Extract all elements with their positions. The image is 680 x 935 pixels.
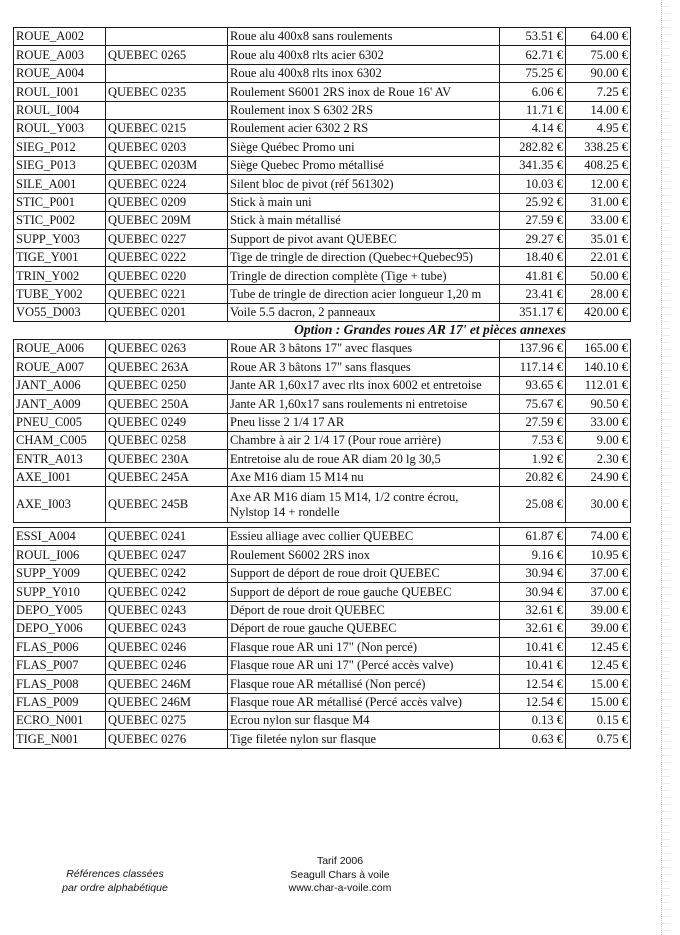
- ref-cell: FLAS_P007: [14, 656, 106, 674]
- price-ttc-cell: 24.90 €: [566, 468, 631, 486]
- quebec-code-cell: QUEBEC 0250: [106, 376, 228, 394]
- price-ht-cell: 41.81 €: [500, 267, 566, 285]
- ref-cell: STIC_P002: [14, 211, 106, 229]
- table-row: [14, 248, 631, 266]
- price-ht-cell: 75.25 €: [500, 64, 566, 82]
- footer-sort-line2: par ordre alphabétique: [62, 881, 168, 894]
- price-ht-cell: 62.71 €: [500, 46, 566, 64]
- table-row: [14, 413, 631, 431]
- quebec-code-cell: QUEBEC 0224: [106, 175, 228, 193]
- price-ht-cell: 11.71 €: [500, 101, 566, 119]
- ref-cell: FLAS_P009: [14, 693, 106, 711]
- table-row: [14, 28, 631, 46]
- price-ttc-cell: 338.25 €: [566, 138, 631, 156]
- table-row: [14, 450, 631, 468]
- table-row: [14, 675, 631, 693]
- table-row: [14, 64, 631, 82]
- ref-cell: DEPO_Y006: [14, 619, 106, 637]
- page-edge-decoration: [661, 0, 670, 935]
- quebec-code-cell: [106, 101, 228, 119]
- quebec-code-cell: QUEBEC 0201: [106, 303, 228, 321]
- price-ht-cell: 282.82 €: [500, 138, 566, 156]
- price-ht-cell: 117.14 €: [500, 358, 566, 376]
- price-ttc-cell: 28.00 €: [566, 285, 631, 303]
- ref-cell: TUBE_Y002: [14, 285, 106, 303]
- description-cell: Roue alu 400x8 rlts inox 6302: [228, 64, 500, 82]
- table-row: [14, 358, 631, 376]
- table-row: [14, 376, 631, 394]
- table-row: [14, 564, 631, 582]
- description-cell: Silent bloc de pivot (réf 561302): [228, 175, 500, 193]
- price-ht-cell: 32.61 €: [500, 601, 566, 619]
- table-row: [14, 730, 631, 748]
- quebec-code-cell: QUEBEC 0275: [106, 711, 228, 729]
- description-cell: Tige de tringle de direction (Quebec+Quebec95): [228, 248, 500, 266]
- table-row: [14, 340, 631, 358]
- description-cell: Flasque roue AR uni 17" (Percé accès valve): [228, 656, 500, 674]
- table-row: [14, 711, 631, 729]
- price-ttc-cell: 9.00 €: [566, 431, 631, 449]
- description-cell: Siège Québec Promo uni: [228, 138, 500, 156]
- quebec-code-cell: QUEBEC 209M: [106, 211, 228, 229]
- ref-cell: ENTR_A013: [14, 450, 106, 468]
- description-cell: Support de déport de roue droit QUEBEC: [228, 564, 500, 582]
- price-ht-cell: 12.54 €: [500, 693, 566, 711]
- ref-cell: ECRO_N001: [14, 711, 106, 729]
- price-ht-cell: 0.63 €: [500, 730, 566, 748]
- description-cell: Stick à main uni: [228, 193, 500, 211]
- price-ht-cell: 1.92 €: [500, 450, 566, 468]
- quebec-code-cell: QUEBEC 0203M: [106, 156, 228, 174]
- ref-cell: ROUL_I001: [14, 83, 106, 101]
- description-cell: Axe AR M16 diam 15 M14, 1/2 contre écrou, Nylstop 14 + rondelle: [228, 487, 500, 523]
- quebec-code-cell: QUEBEC 0209: [106, 193, 228, 211]
- ref-cell: ROUE_A006: [14, 340, 106, 358]
- price-ht-cell: 23.41 €: [500, 285, 566, 303]
- price-ht-cell: 12.54 €: [500, 675, 566, 693]
- description-cell: Roue AR 3 bâtons 17" sans flasques: [228, 358, 500, 376]
- footer-sort-note: [50, 868, 180, 895]
- price-ttc-cell: 50.00 €: [566, 267, 631, 285]
- price-ttc-cell: 15.00 €: [566, 675, 631, 693]
- table-row: [14, 138, 631, 156]
- footer-sort-line1: Références classées: [66, 868, 164, 880]
- description-cell: Axe M16 diam 15 M14 nu: [228, 468, 500, 486]
- price-ht-cell: 27.59 €: [500, 211, 566, 229]
- quebec-code-cell: QUEBEC 0243: [106, 601, 228, 619]
- ref-cell: JANT_A009: [14, 395, 106, 413]
- description-cell: Voile 5.5 dacron, 2 panneaux: [228, 303, 500, 321]
- price-ttc-cell: 74.00 €: [566, 528, 631, 546]
- quebec-code-cell: QUEBEC 263A: [106, 358, 228, 376]
- price-ttc-cell: 22.01 €: [566, 248, 631, 266]
- price-ttc-cell: 10.95 €: [566, 546, 631, 564]
- price-ttc-cell: 140.10 €: [566, 358, 631, 376]
- ref-cell: ESSI_A004: [14, 528, 106, 546]
- quebec-code-cell: QUEBEC 0220: [106, 267, 228, 285]
- quebec-code-cell: QUEBEC 0242: [106, 583, 228, 601]
- table-row: [14, 619, 631, 637]
- quebec-code-cell: QUEBEC 246M: [106, 693, 228, 711]
- ref-cell: PNEU_C005: [14, 413, 106, 431]
- ref-cell: ROUE_A004: [14, 64, 106, 82]
- price-ht-cell: 4.14 €: [500, 119, 566, 137]
- description-cell: Stick à main métallisé: [228, 211, 500, 229]
- footer-publisher: [240, 855, 440, 896]
- table-row: [14, 211, 631, 229]
- description-cell: Déport de roue gauche QUEBEC: [228, 619, 500, 637]
- quebec-code-cell: QUEBEC 0247: [106, 546, 228, 564]
- price-ttc-cell: 165.00 €: [566, 340, 631, 358]
- price-ttc-cell: 408.25 €: [566, 156, 631, 174]
- description-cell: Jante AR 1,60x17 avec rlts inox 6002 et entretoise: [228, 376, 500, 394]
- quebec-code-cell: QUEBEC 0246: [106, 638, 228, 656]
- price-ttc-cell: 0.15 €: [566, 711, 631, 729]
- quebec-code-cell: QUEBEC 0243: [106, 619, 228, 637]
- quebec-code-cell: [106, 28, 228, 46]
- price-ht-cell: 53.51 €: [500, 28, 566, 46]
- description-cell: Essieu alliage avec collier QUEBEC: [228, 528, 500, 546]
- price-ttc-cell: 39.00 €: [566, 601, 631, 619]
- description-cell: Entretoise alu de roue AR diam 20 lg 30,5: [228, 450, 500, 468]
- ref-cell: VO55_D003: [14, 303, 106, 321]
- price-ttc-cell: 37.00 €: [566, 583, 631, 601]
- price-ttc-cell: 2.30 €: [566, 450, 631, 468]
- price-ttc-cell: 37.00 €: [566, 564, 631, 582]
- price-ht-cell: 351.17 €: [500, 303, 566, 321]
- price-ttc-cell: 14.00 €: [566, 101, 631, 119]
- price-ttc-cell: 420.00 €: [566, 303, 631, 321]
- ref-cell: SUPP_Y009: [14, 564, 106, 582]
- price-ht-cell: 0.13 €: [500, 711, 566, 729]
- description-cell: Ecrou nylon sur flasque M4: [228, 711, 500, 729]
- price-table-main: [13, 27, 631, 322]
- table-row: [14, 656, 631, 674]
- price-ht-cell: 29.27 €: [500, 230, 566, 248]
- price-ht-cell: 30.94 €: [500, 583, 566, 601]
- ref-cell: SUPP_Y010: [14, 583, 106, 601]
- table-row: [14, 601, 631, 619]
- table-row: [14, 83, 631, 101]
- price-ht-cell: 7.53 €: [500, 431, 566, 449]
- price-ht-cell: 93.65 €: [500, 376, 566, 394]
- table-row: [14, 395, 631, 413]
- price-ht-cell: 25.92 €: [500, 193, 566, 211]
- description-cell: Tringle de direction complète (Tige + tube): [228, 267, 500, 285]
- price-ht-cell: 25.08 €: [500, 487, 566, 523]
- quebec-code-cell: QUEBEC 246M: [106, 675, 228, 693]
- price-ttc-cell: 31.00 €: [566, 193, 631, 211]
- description-cell: Roulement inox S 6302 2RS: [228, 101, 500, 119]
- quebec-code-cell: [106, 64, 228, 82]
- description-cell: Roulement S6001 2RS inox de Roue 16' AV: [228, 83, 500, 101]
- description-cell: Tige filetée nylon sur flasque: [228, 730, 500, 748]
- footer-tariff: Tarif 2006: [316, 855, 364, 867]
- table-row: [14, 175, 631, 193]
- description-cell: Chambre à air 2 1/4 17 (Pour roue arrière): [228, 431, 500, 449]
- price-ttc-cell: 12.45 €: [566, 656, 631, 674]
- table-row: [14, 638, 631, 656]
- price-ttc-cell: 90.50 €: [566, 395, 631, 413]
- description-cell: Roue alu 400x8 sans roulements: [228, 28, 500, 46]
- quebec-code-cell: QUEBEC 250A: [106, 395, 228, 413]
- quebec-code-cell: QUEBEC 245A: [106, 468, 228, 486]
- description-cell: Flasque roue AR métallisé (Non percé): [228, 675, 500, 693]
- ref-cell: FLAS_P008: [14, 675, 106, 693]
- price-ttc-cell: 90.00 €: [566, 64, 631, 82]
- table-row: [14, 487, 631, 523]
- ref-cell: SIEG_P013: [14, 156, 106, 174]
- price-ht-cell: 20.82 €: [500, 468, 566, 486]
- table-row: [14, 303, 631, 321]
- price-ttc-cell: 12.45 €: [566, 638, 631, 656]
- quebec-code-cell: QUEBEC 0221: [106, 285, 228, 303]
- ref-cell: AXE_I003: [14, 487, 106, 523]
- ref-cell: ROUL_I004: [14, 101, 106, 119]
- price-ht-cell: 10.03 €: [500, 175, 566, 193]
- ref-cell: STIC_P001: [14, 193, 106, 211]
- price-ttc-cell: 112.01 €: [566, 376, 631, 394]
- price-ttc-cell: 64.00 €: [566, 28, 631, 46]
- description-cell: Support de pivot avant QUEBEC: [228, 230, 500, 248]
- table-row: [14, 101, 631, 119]
- ref-cell: ROUE_A007: [14, 358, 106, 376]
- description-cell: Flasque roue AR uni 17" (Non percé): [228, 638, 500, 656]
- ref-cell: SILE_A001: [14, 175, 106, 193]
- quebec-code-cell: QUEBEC 0215: [106, 119, 228, 137]
- quebec-code-cell: QUEBEC 0222: [106, 248, 228, 266]
- price-ht-cell: 10.41 €: [500, 656, 566, 674]
- quebec-code-cell: QUEBEC 230A: [106, 450, 228, 468]
- price-ht-cell: 341.35 €: [500, 156, 566, 174]
- ref-cell: ROUE_A002: [14, 28, 106, 46]
- description-cell: Jante AR 1,60x17 sans roulements ni entretoise: [228, 395, 500, 413]
- description-cell: Flasque roue AR métallisé (Percé accès valve): [228, 693, 500, 711]
- quebec-code-cell: QUEBEC 0246: [106, 656, 228, 674]
- description-cell: Pneu lisse 2 1/4 17 AR: [228, 413, 500, 431]
- description-cell: Roue AR 3 bâtons 17" avec flasques: [228, 340, 500, 358]
- price-ht-cell: 137.96 €: [500, 340, 566, 358]
- ref-cell: TIGE_N001: [14, 730, 106, 748]
- price-ht-cell: 9.16 €: [500, 546, 566, 564]
- ref-cell: DEPO_Y005: [14, 601, 106, 619]
- table-row: [14, 267, 631, 285]
- quebec-code-cell: QUEBEC 0276: [106, 730, 228, 748]
- description-cell: Siège Quebec Promo métallisé: [228, 156, 500, 174]
- ref-cell: ROUL_I006: [14, 546, 106, 564]
- quebec-code-cell: QUEBEC 0265: [106, 46, 228, 64]
- description-cell: Roulement S6002 2RS inox: [228, 546, 500, 564]
- quebec-code-cell: QUEBEC 0203: [106, 138, 228, 156]
- description-cell: Déport de roue droit QUEBEC: [228, 601, 500, 619]
- price-table-axle-parts: [13, 527, 631, 749]
- quebec-code-cell: QUEBEC 0263: [106, 340, 228, 358]
- price-ttc-cell: 0.75 €: [566, 730, 631, 748]
- ref-cell: CHAM_C005: [14, 431, 106, 449]
- ref-cell: TIGE_Y001: [14, 248, 106, 266]
- price-ht-cell: 18.40 €: [500, 248, 566, 266]
- price-ttc-cell: 12.00 €: [566, 175, 631, 193]
- table-row: [14, 583, 631, 601]
- price-ttc-cell: 30.00 €: [566, 487, 631, 523]
- price-ht-cell: 32.61 €: [500, 619, 566, 637]
- ref-cell: FLAS_P006: [14, 638, 106, 656]
- table-row: [14, 528, 631, 546]
- price-ht-cell: 30.94 €: [500, 564, 566, 582]
- price-ttc-cell: 15.00 €: [566, 693, 631, 711]
- price-ttc-cell: 4.95 €: [566, 119, 631, 137]
- ref-cell: ROUE_A003: [14, 46, 106, 64]
- footer-company: Seagull Chars à voile: [290, 868, 390, 881]
- table-row: [14, 285, 631, 303]
- ref-cell: SUPP_Y003: [14, 230, 106, 248]
- table-row: [14, 46, 631, 64]
- table-row: [14, 431, 631, 449]
- price-ht-cell: 10.41 €: [500, 638, 566, 656]
- table-row: [14, 546, 631, 564]
- price-ttc-cell: 39.00 €: [566, 619, 631, 637]
- price-ht-cell: 27.59 €: [500, 413, 566, 431]
- quebec-code-cell: QUEBEC 0242: [106, 564, 228, 582]
- quebec-code-cell: QUEBEC 0258: [106, 431, 228, 449]
- quebec-code-cell: QUEBEC 0235: [106, 83, 228, 101]
- price-ttc-cell: 75.00 €: [566, 46, 631, 64]
- description-cell: Roulement acier 6302 2 RS: [228, 119, 500, 137]
- price-ttc-cell: 33.00 €: [566, 413, 631, 431]
- quebec-code-cell: QUEBEC 0241: [106, 528, 228, 546]
- table-row: [14, 119, 631, 137]
- ref-cell: JANT_A006: [14, 376, 106, 394]
- ref-cell: AXE_I001: [14, 468, 106, 486]
- table-row: [14, 693, 631, 711]
- price-ht-cell: 61.87 €: [500, 528, 566, 546]
- table-row: [14, 468, 631, 486]
- description-cell: Roue alu 400x8 rlts acier 6302: [228, 46, 500, 64]
- description-cell: Support de déport de roue gauche QUEBEC: [228, 583, 500, 601]
- quebec-code-cell: QUEBEC 0249: [106, 413, 228, 431]
- price-ttc-cell: 7.25 €: [566, 83, 631, 101]
- quebec-code-cell: QUEBEC 245B: [106, 487, 228, 523]
- ref-cell: SIEG_P012: [14, 138, 106, 156]
- table-row: [14, 156, 631, 174]
- ref-cell: TRIN_Y002: [14, 267, 106, 285]
- description-cell: Tube de tringle de direction acier longueur 1,20 m: [228, 285, 500, 303]
- footer-website: www.char-a-voile.com: [288, 882, 392, 895]
- price-ht-cell: 75.67 €: [500, 395, 566, 413]
- price-ht-cell: 6.06 €: [500, 83, 566, 101]
- table-row: [14, 193, 631, 211]
- price-table-option-wheels: [13, 339, 631, 523]
- quebec-code-cell: QUEBEC 0227: [106, 230, 228, 248]
- ref-cell: ROUL_Y003: [14, 119, 106, 137]
- section-title: Option : Grandes roues AR 17' et pièces annexes: [294, 322, 566, 337]
- price-ttc-cell: 33.00 €: [566, 211, 631, 229]
- price-ttc-cell: 35.01 €: [566, 230, 631, 248]
- table-row: [14, 230, 631, 248]
